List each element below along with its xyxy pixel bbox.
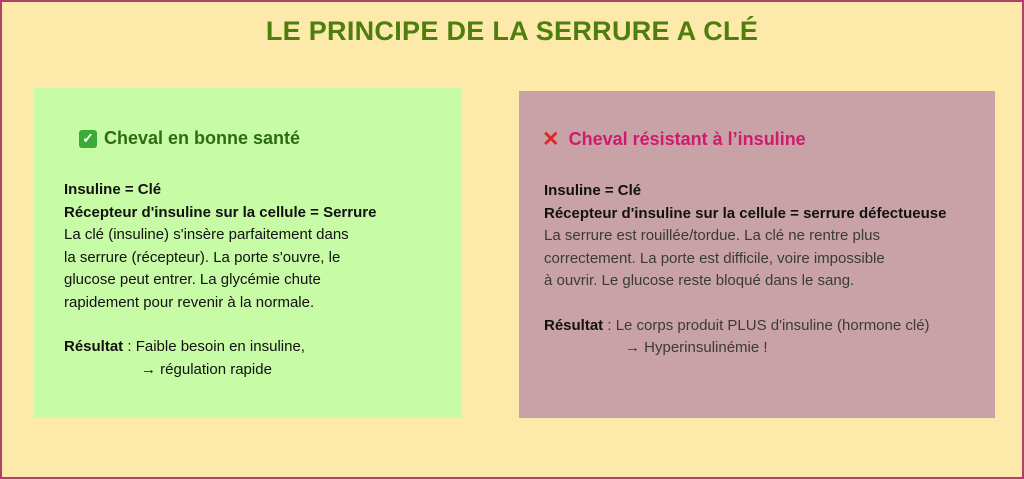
healthy-result-text: : Faible besoin en insuline, (123, 338, 305, 355)
resistant-result (544, 315, 946, 338)
healthy-desc-line: glucose peut entrer. La glycémie chute (64, 271, 321, 288)
resistant-result-text: : Le corps produit PLUS d'insuline (hormone clé) (603, 316, 930, 334)
resistant-desc-line: correctement. La porte est difficile, voire impossible (544, 249, 885, 267)
healthy-result-continuation: → régulation rapide (141, 360, 272, 378)
resistant-body (544, 180, 946, 360)
healthy-heading-text: Cheval en bonne santé (104, 128, 301, 148)
healthy-body (64, 179, 376, 381)
page-title: LE PRINCIPE DE LA SERRURE A CLÉ (265, 16, 759, 46)
healthy-horse-panel (34, 88, 462, 418)
healthy-desc-line: la serrure (récepteur). La porte s'ouvre, le (64, 248, 341, 266)
resistant-heading-text: Cheval résistant à l’insuline (568, 129, 806, 149)
resistant-result-continuation: → Hyperinsulinémie ! (625, 339, 768, 356)
resistant-key-line: Insuline = Clé (544, 182, 642, 199)
resistant-result-label: Résultat (544, 316, 604, 334)
cross-icon: ✕ (542, 128, 560, 151)
resistant-desc-line: à ouvrir. Le glucose reste bloqué dans le sang. (544, 272, 855, 289)
healthy-key-line: Insuline = Clé (64, 181, 162, 198)
healthy-lock-line: Récepteur d'insuline sur la cellule = Serrure (64, 203, 377, 221)
healthy-desc-line: La clé (insuline) s'insère parfaitement dans (64, 226, 349, 243)
resistant-desc-line: La serrure est rouillée/tordue. La clé ne rentre plus (544, 227, 881, 244)
resistant-lock-line: Récepteur d'insuline sur la cellule = serrure défectueuse (544, 204, 947, 222)
healthy-heading (79, 128, 300, 149)
healthy-desc-line: rapidement pour revenir à la normale. (64, 293, 315, 311)
healthy-result-label: Résultat (64, 338, 124, 355)
check-icon: ✓ (79, 130, 97, 148)
resistant-horse-panel (519, 91, 995, 418)
healthy-result (64, 336, 376, 359)
resistant-heading (542, 129, 806, 150)
